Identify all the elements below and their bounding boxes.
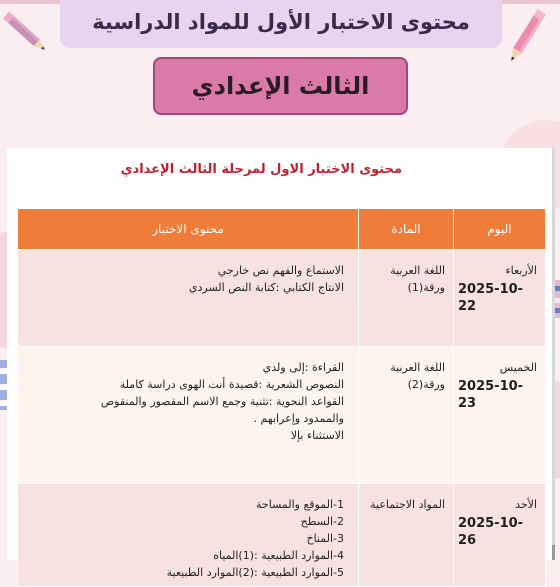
content-line: القراءة :إلى ولدي <box>262 361 344 374</box>
grade-label: الثالث الإعدادي <box>191 72 370 100</box>
content-cell <box>18 484 359 587</box>
day-name: الخميس <box>499 361 537 374</box>
subject-line: ورقة(2) <box>407 378 445 391</box>
column-header-subject: المادة <box>359 209 454 250</box>
table-header-row <box>18 209 546 250</box>
content-line: 2-السطح <box>300 515 344 528</box>
document-subtitle: محتوى الاختبار الاول لمرحلة الثالث الإعدادي <box>120 162 402 177</box>
content-cell <box>18 250 359 347</box>
scrollbar-track[interactable] <box>552 148 555 560</box>
exam-date: 2025-10-26 <box>458 516 524 548</box>
page-title: محتوى الاختبار الأول للمواد الدراسية <box>92 10 470 34</box>
table-row <box>18 484 546 587</box>
column-header-content: محتوى الاختبار <box>18 209 359 250</box>
pencil-icon <box>1 10 50 57</box>
subject-line: اللغة العربية <box>390 264 445 277</box>
content-line: الانتاج الكتابي :كتابة النص السردي <box>188 281 344 294</box>
subject-line: اللغة العربية <box>390 361 445 374</box>
subject-cell <box>359 347 454 484</box>
subject-line: ورقة(1) <box>407 281 445 294</box>
subject-cell <box>359 250 454 347</box>
content-line: 1-الموقع والمساحة <box>256 498 344 511</box>
content-line: الاستماع والفهم نص خارجي <box>217 264 344 277</box>
exam-schedule-table <box>17 208 546 587</box>
title-banner <box>60 0 502 48</box>
content-line: 3-المناخ <box>306 532 344 545</box>
subject-line: المواد الاجتماعية <box>370 498 445 511</box>
day-cell <box>454 484 546 587</box>
day-cell <box>454 347 546 484</box>
exam-date: 2025-10-22 <box>458 282 524 314</box>
content-line: النصوص الشعرية :قصيدة أنت الهوى دراسة كاملة <box>119 378 344 391</box>
scrollbar-thumb[interactable] <box>552 545 555 560</box>
content-cell <box>18 347 359 484</box>
content-line: والممدود وإعرابهم . <box>253 412 344 425</box>
table-row <box>18 347 546 484</box>
grade-banner <box>153 57 408 115</box>
table-row <box>18 250 546 347</box>
subject-cell <box>359 484 454 587</box>
exam-date: 2025-10-23 <box>458 379 524 411</box>
pencil-icon <box>504 8 548 66</box>
content-line: القواعد النحوية :تثنية وجمع الاسم المقصور والمنقوص <box>100 395 344 408</box>
column-header-day: اليوم <box>454 209 546 250</box>
day-cell <box>454 250 546 347</box>
content-line: الاستثناء بإلا <box>290 429 344 442</box>
day-name: الأربعاء <box>505 264 537 277</box>
content-line: 5-الموارد الطبيعية :(2)الموارد الطبيعية <box>166 566 344 579</box>
day-name: الأحد <box>515 498 537 511</box>
content-line: 4-الموارد الطبيعية :(1)المياه <box>213 549 344 562</box>
